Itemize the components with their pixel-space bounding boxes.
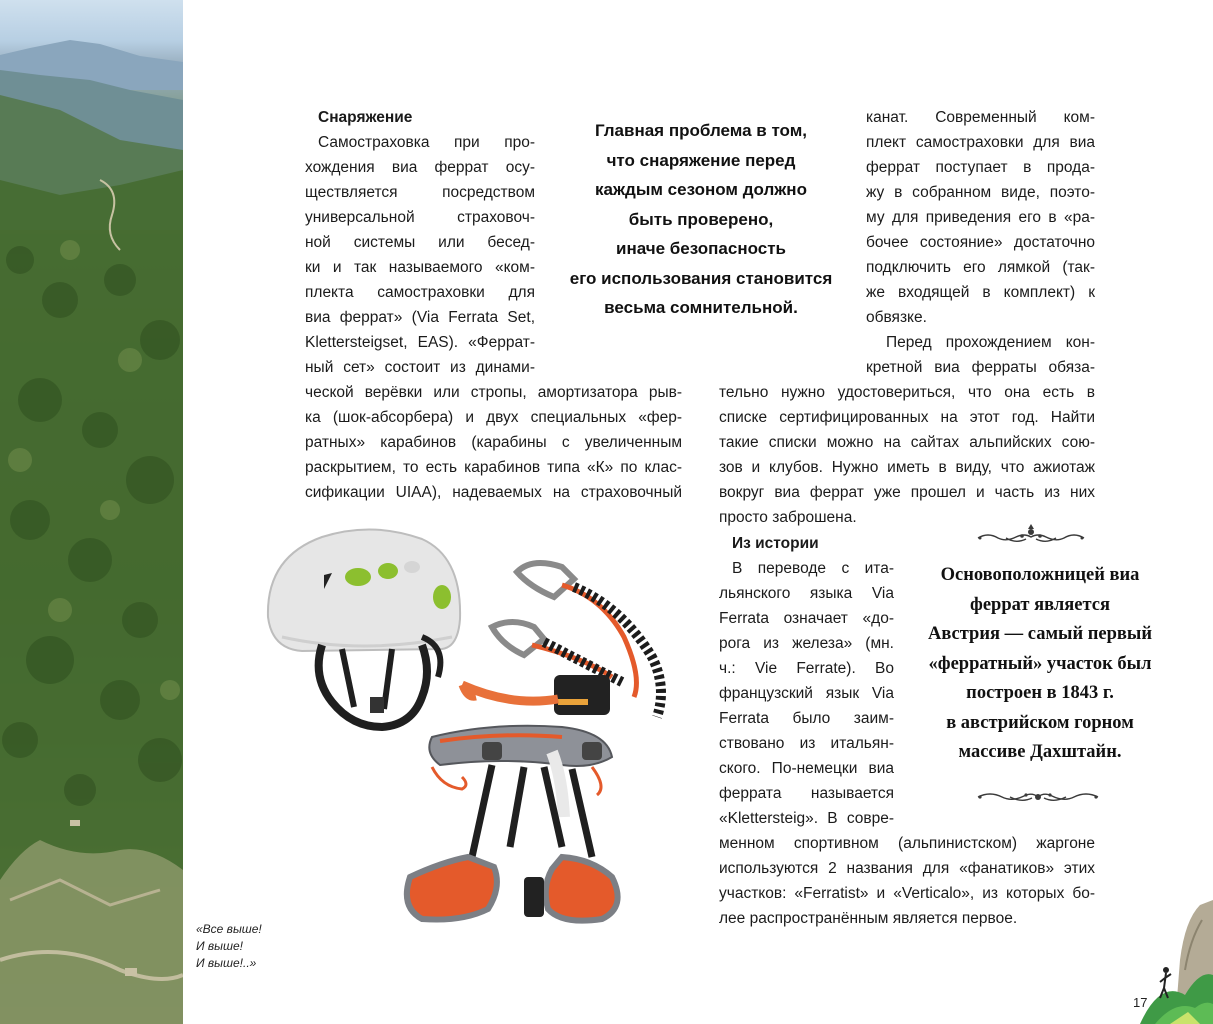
text-line: универсальной страховоч-: [305, 209, 535, 226]
text-line: ратных» карабинов (карабины с увеличенным: [305, 434, 682, 451]
text-line: Klettersteigset, EAS). «Феррат-: [305, 334, 535, 351]
history-quote-line: феррат является: [970, 594, 1110, 615]
text-line: ной системы или бесед-: [305, 234, 535, 251]
text-line: менном спортивном (альпинистском) жаргоне: [719, 835, 1095, 852]
harness-illustration: [407, 726, 618, 921]
caption-line: И выше!: [196, 939, 243, 953]
text-line: канат. Современный ком-: [866, 109, 1095, 126]
text-line: используются 2 названия для «фанатиков» этих: [719, 860, 1095, 877]
equipment-column-wide: [305, 380, 682, 505]
section-heading-equipment: Снаряжение: [318, 109, 413, 126]
text-line: рога из железа» (мн.: [719, 635, 894, 652]
text-line: плект самостраховки для виа: [866, 134, 1095, 151]
text-line: же входящей в комплект) к: [866, 284, 1095, 301]
ornament-divider-bottom: [976, 785, 1100, 809]
text-line: Ferrata было заим-: [719, 710, 894, 727]
text-line: ществляется посредством: [305, 184, 535, 201]
caption-line: «Все выше!: [196, 922, 262, 936]
text-line: феррат поступает в прода-: [866, 159, 1095, 176]
ferrata-set-illustration: [462, 563, 661, 717]
pull-quote-line: иначе безопасность: [616, 239, 786, 258]
text-line: обвязке.: [866, 309, 927, 326]
text-line: ный сет» состоит из динами-: [305, 359, 535, 376]
text-line: льянского языка Via: [719, 585, 894, 602]
history-quote-line: массиве Дахштайн.: [958, 742, 1122, 762]
history-quote-line: в австрийском горном: [946, 712, 1134, 733]
text-line: ки и так называемого «ком-: [305, 259, 535, 276]
pull-quote-line: каждым сезоном должно: [595, 180, 807, 199]
text-line: бочее состояние» достаточно: [866, 234, 1095, 251]
text-line: кретной виа ферраты обяза-: [866, 359, 1095, 376]
page-number: 17: [1133, 995, 1148, 1010]
ornament-divider-top: [976, 524, 1086, 550]
text-line: ч.: Vie Ferrate). Во: [719, 660, 894, 677]
text-line: просто заброшена.: [719, 509, 857, 526]
pull-quote-line: быть проверено,: [628, 209, 774, 229]
helmet-illustration: [268, 529, 460, 727]
text-line: «Klettersteig». В совре-: [719, 810, 894, 827]
history-quote-line: Основоположницей виа: [940, 565, 1140, 585]
history-column-wide: [719, 831, 1095, 931]
history-quote-line: построен в 1843 г.: [966, 683, 1114, 703]
text-line: ствовано из итальян-: [719, 735, 894, 752]
mountain-forest-photo: [0, 0, 183, 1024]
text-line: ского. По-немецки виа: [719, 760, 894, 777]
text-line: списке сертифицированных на этот год. Найти: [719, 409, 1095, 426]
mountain-landscape-illustration: [0, 0, 183, 1024]
caption-line: И выше!..»: [196, 956, 257, 970]
text-line: В переводе с ита-: [732, 560, 894, 577]
text-line: лее распространённым является первое.: [719, 910, 1018, 927]
text-line: виа феррат» (Via Ferrata Set,: [305, 309, 535, 326]
text-line: зов и клубов. Нужно иметь в виду, что ажиотаж: [719, 459, 1095, 476]
text-line: тельно нужно удостовериться, что она есть в: [719, 384, 1095, 401]
text-line: му для приведения его в «ра-: [866, 209, 1095, 226]
equipment-column-left: [305, 130, 535, 380]
pull-quote-line: Главная проблема в том,: [594, 121, 808, 140]
history-quote-line: Австрия — самый первый: [927, 624, 1153, 644]
text-line: плекта самостраховки для: [305, 284, 535, 301]
pull-quote-line: его использования становится: [569, 268, 833, 288]
text-line: ка (шок-абсорбера) и двух специальных «фер-: [305, 409, 682, 426]
text-line: французский язык Via: [719, 685, 894, 702]
pull-quote: [551, 116, 851, 323]
history-quote-line: «ферратный» участок был: [928, 653, 1152, 674]
text-line: жу в собранном виде, поэто-: [866, 184, 1095, 201]
text-line: подключить его лямкой (так-: [866, 259, 1095, 276]
text-line: участков: «Ferratist» и «Verticalo», из которых бо-: [719, 885, 1095, 902]
history-column-narrow: [719, 556, 894, 831]
text-line: Самостраховка при про-: [318, 134, 535, 151]
helmet-harness-ferrata-set-photo: [262, 527, 702, 937]
text-line: сификации UIAA), надеваемых на страховочный: [305, 484, 682, 501]
text-line: раскрытием, то есть карабинов типа «К» по клас-: [305, 459, 682, 476]
text-line: Перед прохождением кон-: [886, 334, 1095, 351]
text-line: такие списки можно на сайтах альпийских сою-: [719, 434, 1095, 451]
text-line: вокруг виа феррат уже прошел и часть из них: [719, 484, 1095, 501]
text-line: ческой верёвки или стропы, амортизатора рыв-: [305, 384, 682, 401]
text-line: Ferrata означает «до-: [719, 610, 894, 627]
climber-on-green-hills-illustration: [1140, 900, 1213, 1024]
pull-quote-line: весьма сомнительной.: [604, 298, 798, 317]
text-line: хождения виа феррат осу-: [305, 159, 535, 176]
equipment-column-right-wide: [719, 380, 1095, 530]
equipment-column-right: [866, 105, 1095, 380]
history-quote: [905, 561, 1175, 768]
pull-quote-line: что снаряжение перед: [606, 150, 796, 170]
section-heading-history: Из истории: [732, 535, 819, 552]
text-line: феррата называется: [719, 785, 894, 802]
